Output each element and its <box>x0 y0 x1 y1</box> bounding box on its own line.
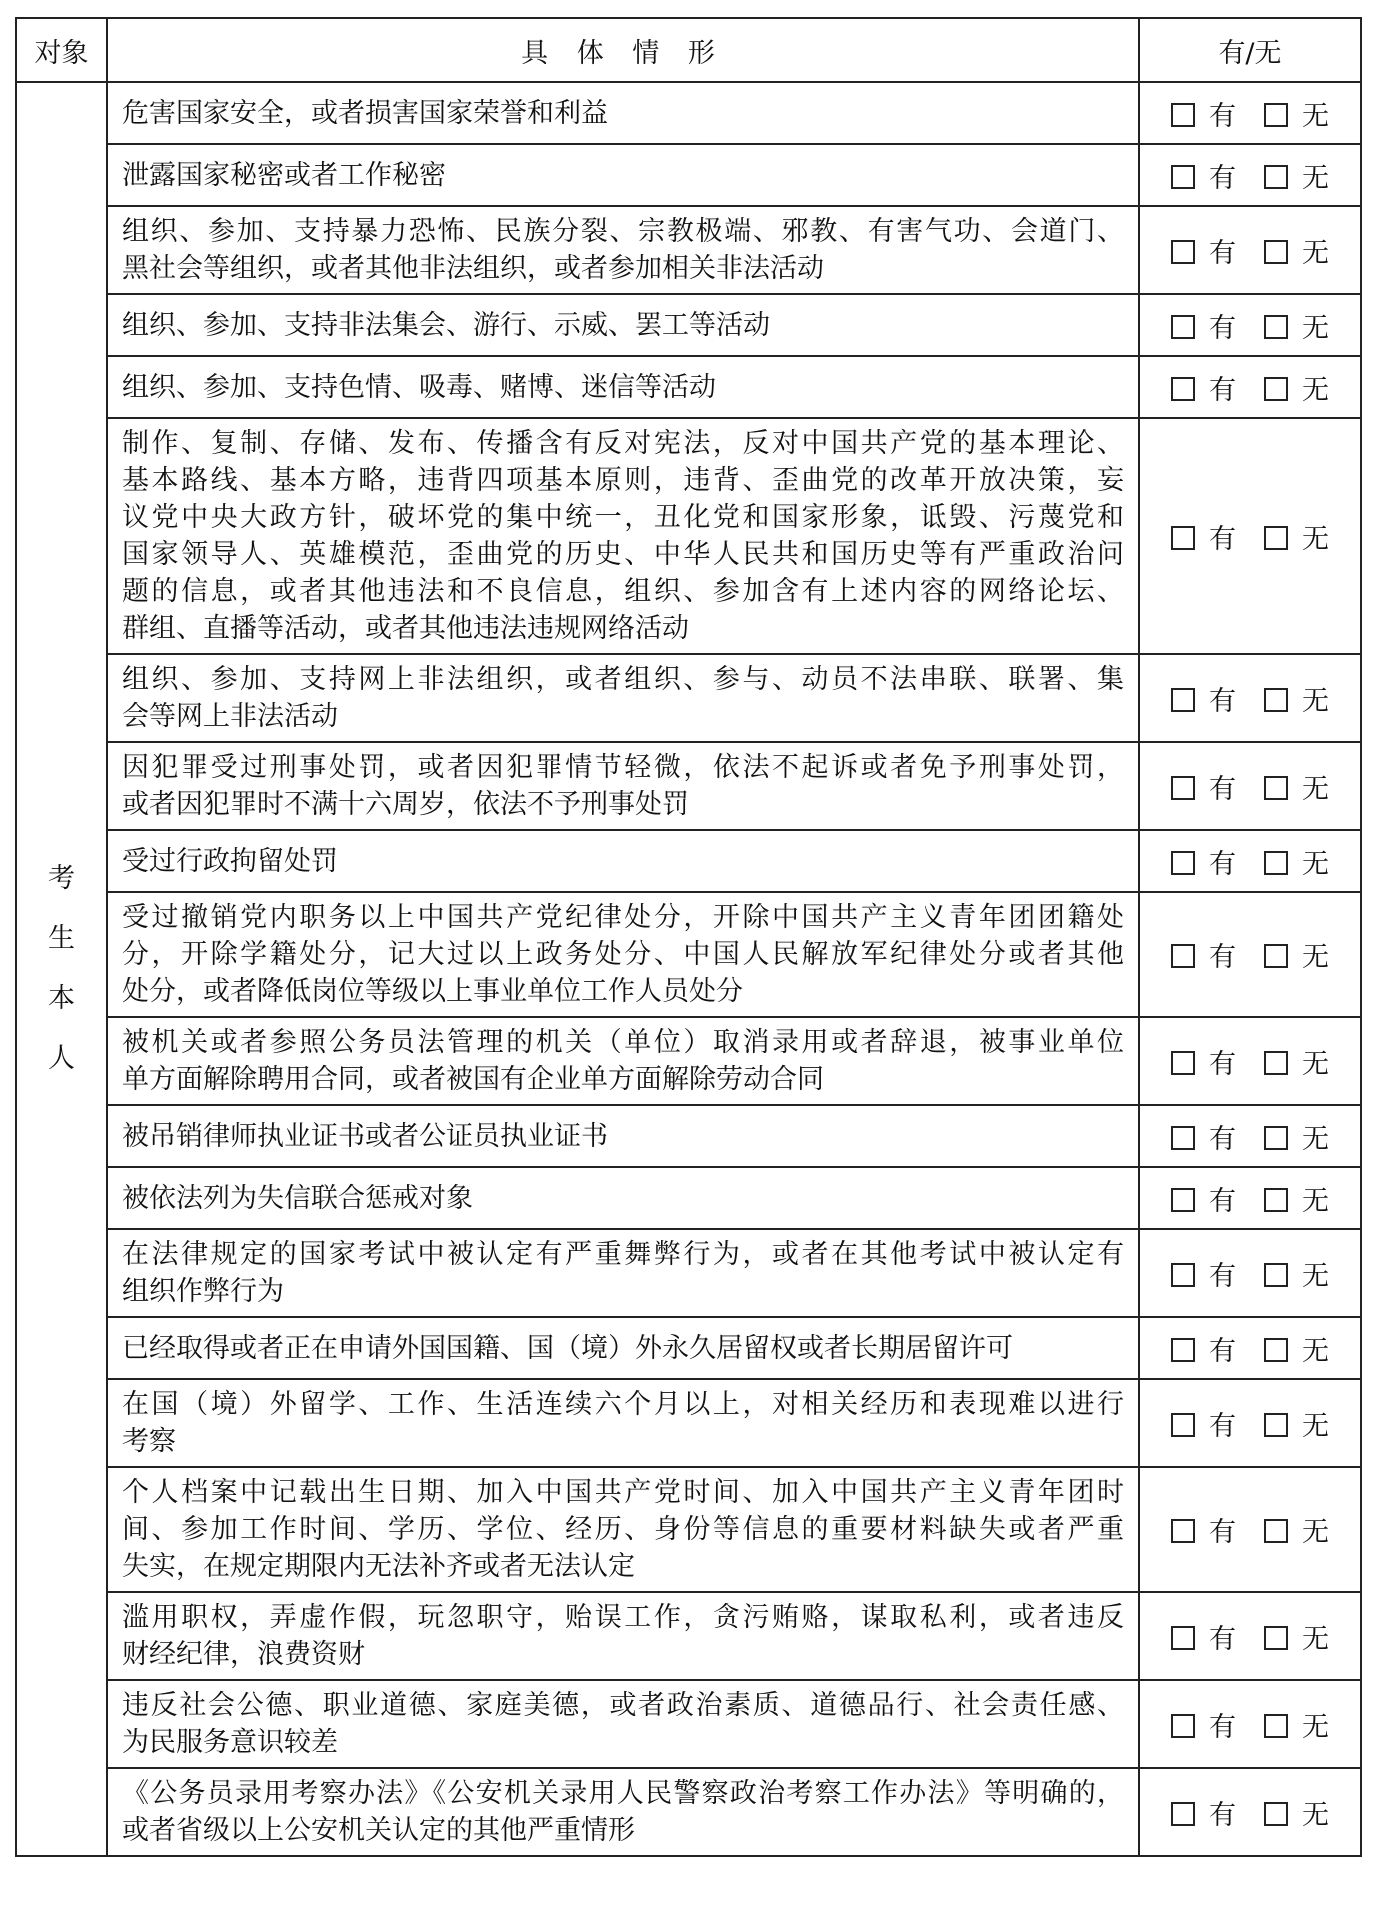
checkbox-no[interactable] <box>1264 851 1288 875</box>
option-yes[interactable] <box>1171 306 1236 345</box>
checkbox-no[interactable] <box>1264 103 1288 127</box>
header-yes-no: 有/无 <box>1139 18 1361 82</box>
situation-description <box>107 830 1139 892</box>
yes-no-cell <box>1139 1317 1361 1379</box>
yes-no-cell <box>1139 654 1361 742</box>
yes-no-cell <box>1139 294 1361 356</box>
option-label-no: 无 <box>1302 1185 1329 1217</box>
option-label-yes: 有 <box>1209 1711 1236 1743</box>
situation-description <box>107 144 1139 206</box>
option-yes[interactable] <box>1171 1042 1236 1081</box>
option-label-yes: 有 <box>1209 685 1236 717</box>
option-no[interactable] <box>1264 1254 1329 1293</box>
yes-no-cell <box>1139 418 1361 654</box>
description-line: 会等网上非法活动 <box>122 701 338 732</box>
description-line: 黑社会等组织，或者其他非法组织，或者参加相关非法活动 <box>122 253 824 284</box>
option-label-no: 无 <box>1302 1623 1329 1655</box>
option-yes[interactable] <box>1171 767 1236 806</box>
situation-description <box>107 1467 1139 1592</box>
option-label-no: 无 <box>1302 773 1329 805</box>
description-line: 组织作弊行为 <box>122 1276 284 1307</box>
option-yes[interactable] <box>1171 1329 1236 1368</box>
option-no[interactable] <box>1264 1042 1329 1081</box>
checkbox-no[interactable] <box>1264 1126 1288 1150</box>
option-label-yes: 有 <box>1209 100 1236 132</box>
yes-no-cell <box>1139 742 1361 830</box>
situation-description <box>107 206 1139 294</box>
checkbox-yes[interactable] <box>1171 1626 1195 1650</box>
checkbox-yes[interactable] <box>1171 1338 1195 1362</box>
option-label-yes: 有 <box>1209 848 1236 880</box>
yes-no-cell <box>1139 1229 1361 1317</box>
option-label-yes: 有 <box>1209 237 1236 269</box>
option-label-no: 无 <box>1302 685 1329 717</box>
yes-no-cell <box>1139 1768 1361 1856</box>
description-line: 个人档案中记载出生日期、加入中国共产党时间、加入中国共产主义青年团时 <box>122 1477 1124 1508</box>
political-review-table <box>15 17 1362 1857</box>
subject-char: 生 <box>48 923 75 954</box>
option-label-yes: 有 <box>1209 942 1236 973</box>
option-yes[interactable] <box>1171 368 1236 407</box>
option-yes[interactable] <box>1171 517 1236 556</box>
option-label-no: 无 <box>1302 374 1329 406</box>
subject-char: 考 <box>48 863 75 894</box>
table-row <box>16 892 1361 1017</box>
table-row <box>16 654 1361 742</box>
option-label-no: 无 <box>1302 1260 1329 1292</box>
option-label-yes: 有 <box>1209 1799 1236 1831</box>
yes-no-cell <box>1139 1379 1361 1467</box>
table-row <box>16 1379 1361 1467</box>
header-row <box>16 18 1361 82</box>
situation-description <box>107 1167 1139 1229</box>
checkbox-no[interactable] <box>1264 165 1288 189</box>
situation-description <box>107 1592 1139 1680</box>
option-yes[interactable] <box>1171 1254 1236 1293</box>
table-row <box>16 1680 1361 1768</box>
option-label-no: 无 <box>1302 1517 1329 1548</box>
table-row <box>16 742 1361 830</box>
table-row <box>16 294 1361 356</box>
situation-description <box>107 1680 1139 1768</box>
option-yes[interactable] <box>1171 1404 1236 1443</box>
checkbox-no[interactable] <box>1264 1714 1288 1738</box>
option-yes[interactable] <box>1171 1793 1236 1832</box>
description-line: 在法律规定的国家考试中被认定有严重舞弊行为，或者在其他考试中被认定有 <box>122 1239 1124 1270</box>
checkbox-yes[interactable] <box>1171 1714 1195 1738</box>
description-line: 失实，在规定期限内无法补齐或者无法认定 <box>122 1551 635 1582</box>
option-no[interactable] <box>1264 1329 1329 1368</box>
option-yes[interactable] <box>1171 156 1236 195</box>
option-label-no: 无 <box>1302 523 1329 555</box>
option-label-no: 无 <box>1302 1799 1329 1831</box>
option-no[interactable] <box>1264 1617 1329 1656</box>
option-label-yes: 有 <box>1209 1048 1236 1080</box>
yes-no-cell <box>1139 1017 1361 1105</box>
option-label-no: 无 <box>1302 100 1329 132</box>
description-line: 或者省级以上公安机关认定的其他严重情形 <box>122 1815 635 1846</box>
description-line: 滥用职权，弄虚作假，玩忽职守，贻误工作，贪污贿赂，谋取私利，或者违反 <box>122 1602 1124 1633</box>
yes-no-cell <box>1139 892 1361 1017</box>
table-row <box>16 830 1361 892</box>
option-no[interactable] <box>1264 1179 1329 1218</box>
checkbox-no[interactable] <box>1264 377 1288 401</box>
checkbox-yes[interactable] <box>1171 526 1195 550</box>
checkbox-yes[interactable] <box>1171 944 1195 968</box>
subject-label <box>47 849 77 1089</box>
table-row <box>16 1105 1361 1167</box>
checkbox-no[interactable] <box>1264 1263 1288 1287</box>
option-label-yes: 有 <box>1209 1185 1236 1217</box>
checkbox-yes[interactable] <box>1171 1051 1195 1075</box>
option-no[interactable] <box>1264 156 1329 195</box>
option-label-yes: 有 <box>1209 1410 1236 1442</box>
description-line: 被机关或者参照公务员法管理的机关（单位）取消录用或者辞退，被事业单位 <box>122 1027 1124 1058</box>
yes-no-cell <box>1139 1467 1361 1592</box>
description-line: 受过撤销党内职务以上中国共产党纪律处分，开除中国共产主义青年团团籍处 <box>122 902 1124 933</box>
checkbox-no[interactable] <box>1264 776 1288 800</box>
option-label-no: 无 <box>1302 942 1329 973</box>
description-line: 违反社会公德、职业道德、家庭美德，或者政治素质、道德品行、社会责任感、 <box>122 1690 1124 1721</box>
checkbox-no[interactable] <box>1264 240 1288 264</box>
subject-char: 人 <box>48 1043 75 1074</box>
yes-no-cell <box>1139 144 1361 206</box>
table-row <box>16 1768 1361 1856</box>
table-row <box>16 1592 1361 1680</box>
description-line: 被依法列为失信联合惩戒对象 <box>122 1182 473 1214</box>
subject-cell <box>16 82 107 1856</box>
option-no[interactable] <box>1264 1793 1329 1832</box>
table-row <box>16 144 1361 206</box>
table-row <box>16 1317 1361 1379</box>
situation-description <box>107 1105 1139 1167</box>
option-yes[interactable] <box>1171 1617 1236 1656</box>
description-line: 组织、参加、支持非法集会、游行、示威、罢工等活动 <box>122 309 770 341</box>
checkbox-yes[interactable] <box>1171 1126 1195 1150</box>
option-no[interactable] <box>1264 517 1329 556</box>
checkbox-yes[interactable] <box>1171 377 1195 401</box>
description-line: 组织、参加、支持暴力恐怖、民族分裂、宗教极端、邪教、有害气功、会道门、 <box>122 216 1124 247</box>
checkbox-yes[interactable] <box>1171 1519 1195 1543</box>
description-line: 议党中央大政方针，破坏党的集中统一，丑化党和国家形象，诋毁、污蔑党和 <box>122 502 1124 533</box>
option-yes[interactable] <box>1171 935 1236 974</box>
description-line: 为民服务意识较差 <box>122 1727 338 1758</box>
checkbox-yes[interactable] <box>1171 1263 1195 1287</box>
checkbox-no[interactable] <box>1264 1519 1288 1543</box>
option-label-no: 无 <box>1302 848 1329 880</box>
checkbox-no[interactable] <box>1264 688 1288 712</box>
option-no[interactable] <box>1264 935 1329 974</box>
situation-description <box>107 892 1139 1017</box>
option-label-yes: 有 <box>1209 312 1236 344</box>
header-subject: 对象 <box>16 18 107 82</box>
situation-description <box>107 418 1139 654</box>
description-line: 制作、复制、存储、发布、传播含有反对宪法，反对中国共产党的基本理论、 <box>122 428 1124 459</box>
situation-description <box>107 1017 1139 1105</box>
checkbox-no[interactable] <box>1264 1413 1288 1437</box>
yes-no-cell <box>1139 1680 1361 1768</box>
description-line: 因犯罪受过刑事处罚，或者因犯罪情节轻微，依法不起诉或者免予刑事处罚， <box>122 752 1124 783</box>
checkbox-yes[interactable] <box>1171 1802 1195 1826</box>
table-row <box>16 1167 1361 1229</box>
checkbox-no[interactable] <box>1264 1802 1288 1826</box>
yes-no-cell <box>1139 830 1361 892</box>
description-line: 在国（境）外留学、工作、生活连续六个月以上，对相关经历和表现难以进行 <box>122 1389 1124 1420</box>
option-yes[interactable] <box>1171 94 1236 133</box>
description-line: 组织、参加、支持色情、吸毒、赌博、迷信等活动 <box>122 371 716 403</box>
option-yes[interactable] <box>1171 231 1236 270</box>
situation-description <box>107 356 1139 418</box>
checkbox-yes[interactable] <box>1171 165 1195 189</box>
description-line: 泄露国家秘密或者工作秘密 <box>122 159 446 191</box>
option-label-yes: 有 <box>1209 162 1236 194</box>
checkbox-yes[interactable] <box>1171 315 1195 339</box>
description-line: 财经纪律，浪费资财 <box>122 1639 365 1670</box>
header-situation: 具 体 情 形 <box>107 18 1139 82</box>
option-no[interactable] <box>1264 679 1329 718</box>
option-no[interactable] <box>1264 842 1329 881</box>
option-no[interactable] <box>1264 306 1329 345</box>
description-line: 组织、参加、支持网上非法组织，或者组织、参与、动员不法串联、联署、集 <box>122 664 1124 695</box>
description-line: 被吊销律师执业证书或者公证员执业证书 <box>122 1120 608 1152</box>
option-yes[interactable] <box>1171 1705 1236 1744</box>
checkbox-yes[interactable] <box>1171 103 1195 127</box>
situation-description <box>107 1317 1139 1379</box>
yes-no-cell <box>1139 356 1361 418</box>
option-no[interactable] <box>1264 1510 1329 1549</box>
checkbox-no[interactable] <box>1264 1188 1288 1212</box>
checkbox-yes[interactable] <box>1171 1188 1195 1212</box>
description-line: 题的信息，或者其他违法和不良信息，组织、参加含有上述内容的网络论坛、 <box>122 576 1124 607</box>
situation-description <box>107 654 1139 742</box>
option-label-yes: 有 <box>1209 523 1236 555</box>
checkbox-yes[interactable] <box>1171 1413 1195 1437</box>
option-label-no: 无 <box>1302 162 1329 194</box>
option-no[interactable] <box>1264 94 1329 133</box>
table-row <box>16 418 1361 654</box>
table-row <box>16 1229 1361 1317</box>
checkbox-no[interactable] <box>1264 1338 1288 1362</box>
situation-description <box>107 82 1139 144</box>
description-line: 或者因犯罪时不满十六周岁，依法不予刑事处罚 <box>122 789 689 820</box>
option-no[interactable] <box>1264 368 1329 407</box>
option-label-no: 无 <box>1302 1410 1329 1442</box>
situation-description <box>107 742 1139 830</box>
table-row <box>16 206 1361 294</box>
table-row <box>16 82 1361 144</box>
checkbox-no[interactable] <box>1264 526 1288 550</box>
checkbox-yes[interactable] <box>1171 851 1195 875</box>
option-no[interactable] <box>1264 1705 1329 1744</box>
option-yes[interactable] <box>1171 679 1236 718</box>
yes-no-cell <box>1139 82 1361 144</box>
description-line: 分，开除学籍处分，记大过以上政务处分、中国人民解放军纪律处分或者其他 <box>122 939 1124 970</box>
yes-no-cell <box>1139 206 1361 294</box>
option-yes[interactable] <box>1171 842 1236 881</box>
option-label-yes: 有 <box>1209 1335 1236 1367</box>
checkbox-no[interactable] <box>1264 1626 1288 1650</box>
table-row <box>16 1017 1361 1105</box>
yes-no-cell <box>1139 1105 1361 1167</box>
description-line: 考察 <box>122 1426 176 1457</box>
option-yes[interactable] <box>1171 1179 1236 1218</box>
option-label-yes: 有 <box>1209 1123 1236 1155</box>
table-row <box>16 1467 1361 1592</box>
checkbox-no[interactable] <box>1264 1051 1288 1075</box>
option-yes[interactable] <box>1171 1510 1236 1549</box>
option-label-yes: 有 <box>1209 374 1236 406</box>
checkbox-yes[interactable] <box>1171 776 1195 800</box>
description-line: 间、参加工作时间、学历、学位、经历、身份等信息的重要材料缺失或者严重 <box>122 1514 1124 1545</box>
description-line: 受过行政拘留处罚 <box>122 845 338 877</box>
checkbox-yes[interactable] <box>1171 240 1195 264</box>
option-no[interactable] <box>1264 231 1329 270</box>
option-label-no: 无 <box>1302 1048 1329 1080</box>
yes-no-cell <box>1139 1592 1361 1680</box>
option-yes[interactable] <box>1171 1117 1236 1156</box>
checkbox-no[interactable] <box>1264 315 1288 339</box>
option-label-no: 无 <box>1302 1335 1329 1367</box>
option-label-yes: 有 <box>1209 773 1236 805</box>
description-line: 国家领导人、英雄模范，歪曲党的历史、中华人民共和国历史等有严重政治问 <box>122 539 1124 570</box>
option-label-yes: 有 <box>1209 1260 1236 1292</box>
option-no[interactable] <box>1264 767 1329 806</box>
subject-char: 本 <box>48 983 75 1014</box>
option-label-no: 无 <box>1302 312 1329 344</box>
option-no[interactable] <box>1264 1117 1329 1156</box>
description-line: 处分，或者降低岗位等级以上事业单位工作人员处分 <box>122 976 743 1007</box>
situation-description <box>107 1379 1139 1467</box>
option-no[interactable] <box>1264 1404 1329 1443</box>
option-label-no: 无 <box>1302 1711 1329 1743</box>
description-line: 《公务员录用考察办法》《公安机关录用人民警察政治考察工作办法》等明确的， <box>122 1778 1124 1809</box>
option-label-no: 无 <box>1302 1123 1329 1155</box>
situation-description <box>107 1768 1139 1856</box>
table-row <box>16 356 1361 418</box>
checkbox-no[interactable] <box>1264 944 1288 968</box>
checkbox-yes[interactable] <box>1171 688 1195 712</box>
description-line: 基本路线、基本方略，违背四项基本原则，违背、歪曲党的改革开放决策，妄 <box>122 465 1124 496</box>
yes-no-cell <box>1139 1167 1361 1229</box>
situation-description <box>107 1229 1139 1317</box>
description-line: 危害国家安全，或者损害国家荣誉和利益 <box>122 97 608 129</box>
option-label-yes: 有 <box>1209 1623 1236 1655</box>
description-line: 单方面解除聘用合同，或者被国有企业单方面解除劳动合同 <box>122 1064 824 1095</box>
option-label-yes: 有 <box>1209 1517 1236 1548</box>
description-line: 已经取得或者正在申请外国国籍、国（境）外永久居留权或者长期居留许可 <box>122 1332 1013 1364</box>
option-label-no: 无 <box>1302 237 1329 269</box>
situation-description <box>107 294 1139 356</box>
description-line: 群组、直播等活动，或者其他违法违规网络活动 <box>122 613 689 644</box>
